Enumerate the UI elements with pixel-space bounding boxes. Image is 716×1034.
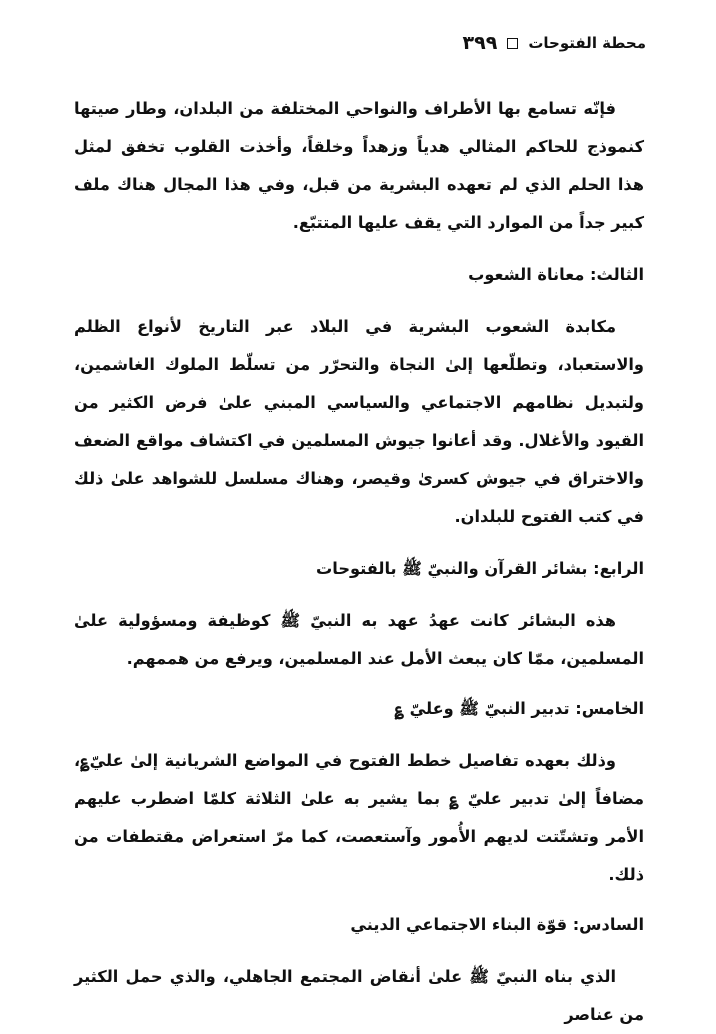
section-heading-fourth: الرابع: بشائر القرآن والنبيّ ﷺ بالفتوحات xyxy=(315,559,644,578)
separator-square-icon xyxy=(507,38,518,49)
section-paragraph-third: مكابدة الشعوب البشرية في البلاد عبر التاريخ لأنواع الظلم والاستعباد، وتطلّعها إلىٰ النجاة والتحرّر من تسلّط الملوك الغاشمين، ولتبديل نظامهم الاجتماعي والسياسي المبني علىٰ فرض الكثير من القيود والأغلال. وقد أعانوا جيوش المسلمين في اكتشاف مواقع الضعف والاختراق في جيوش كسرىٰ وقيصر، وهناك مسلسل للشواهد علىٰ ذلك في كتب الفتوح للبلدان. xyxy=(74,317,644,526)
section-paragraph-sixth: الذي بناه النبيّ ﷺ علىٰ أنقاض المجتمع الجاهلي، والذي حمل الكثير من عناصر xyxy=(74,967,644,1024)
page-header xyxy=(76,28,646,58)
intro-paragraph: فإنّه تسامع بها الأطراف والنواحي المختلفة من البلدان، وطار صيتها كنموذج للحاكم المثالي هدياً وزهداً وخلقاً، وأخذت القلوب تخفق لمثل هذا الحلم الذي لم تعهده البشرية من قبل، وفي هذا المجال هناك ملف كبير جداً من الموارد التي يقف عليها المتتبّع. xyxy=(74,99,644,232)
section-paragraph-fifth: وذلك بعهده تفاصيل خطط الفتوح في المواضع الشريانية إلىٰ عليّ؏، مضافاً إلىٰ تدبير عليّ ؏ بما يشير به علىٰ الثلاثة كلمّا اضطرب عليهم الأمر وتشتّتت لديهم الأُمور وآستعصت، كما مرّ استعراض مقتطفات من ذلك. xyxy=(74,751,644,884)
section-paragraph-fourth: هذه البشائر كانت عهدُ عهد به النبيّ ﷺ كوظيفة ومسؤولية علىٰ المسلمين، ممّا كان يبعث الأمل عند المسلمين، ويرفع من هممهم. xyxy=(74,611,644,668)
page-number: ٣٩٩ xyxy=(462,32,498,54)
running-title: محطة الفتوحات xyxy=(528,34,646,52)
section-heading-fifth: الخامس: تدبير النبيّ ﷺ وعليّ ؏ xyxy=(394,699,644,718)
section-heading-sixth: السادس: قوّة البناء الاجتماعي الديني xyxy=(350,915,644,934)
section-heading-third: الثالث: معاناة الشعوب xyxy=(468,265,644,284)
page-body xyxy=(74,90,644,1034)
